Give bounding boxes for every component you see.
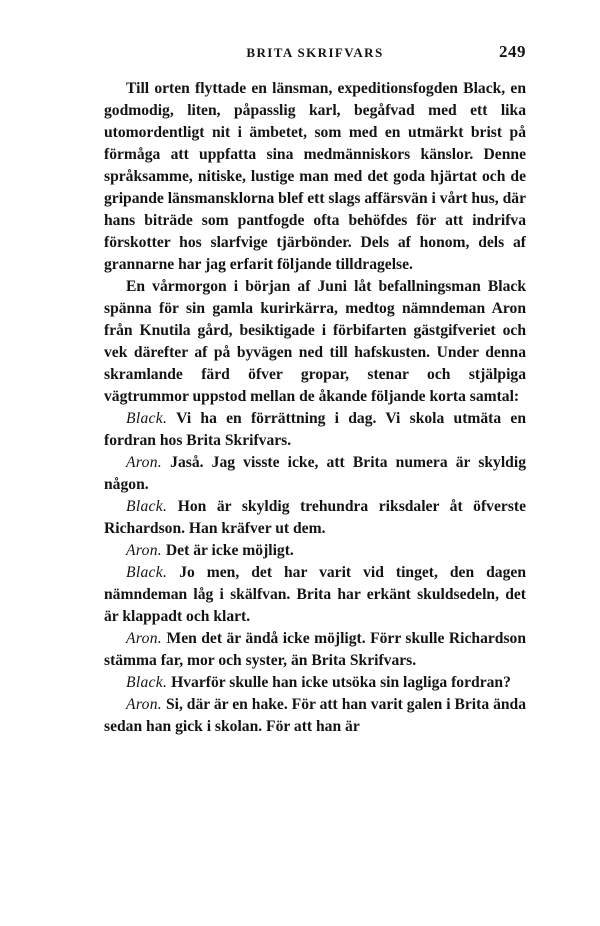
- dialogue-line: [104, 452, 526, 496]
- speaker-name: Aron.: [126, 696, 163, 713]
- dialogue-line: [104, 408, 526, 452]
- dialogue-line: [104, 672, 526, 694]
- running-header: [104, 42, 526, 68]
- dialogue-text: Jaså. Jag visste icke, att Brita numera är skyldig någon.: [104, 454, 526, 493]
- paragraph-2: En vårmorgon i början af Juni låt befallningsman Black spänna för sin gamla kurirkärra, medtog nämndeman Aron från Knutila gård, besiktigade i förbifarten gästgifveriet och vek därefter af på byvägen ned till hafskusten. Under denna skramlande färd öfver gropar, stenar och stjälpiga vägtrummor uppstod mellan de åkande följande korta samtal:: [104, 278, 526, 405]
- running-title: BRITA SKRIFVARS: [246, 45, 384, 60]
- dialogue-text: Hon är skyldig trehundra riksdaler åt öfverste Richardson. Han kräfver ut dem.: [104, 498, 526, 537]
- dialogue-line: [104, 562, 526, 628]
- speaker-name: Black.: [126, 498, 168, 515]
- speaker-name: Black.: [126, 674, 168, 691]
- speaker-name: Black.: [126, 564, 168, 581]
- dialogue-text: Vi ha en förrättning i dag. Vi skola utmäta en fordran hos Brita Skrifvars.: [104, 410, 526, 449]
- speaker-name: Black.: [126, 410, 168, 427]
- dialogue-line: [104, 694, 526, 738]
- speaker-name: Aron.: [126, 454, 163, 471]
- speaker-name: Aron.: [126, 630, 163, 647]
- page-body: [104, 78, 526, 738]
- dialogue-line: [104, 628, 526, 672]
- dialogue-line: [104, 540, 526, 562]
- page-number: 249: [499, 42, 526, 61]
- paragraph-1: Till orten flyttade en länsman, expeditionsfogden Black, en godmodig, liten, påpasslig karl, begåfvad med ett lika utomordentligt nit i ämbetet, som med en utmärkt brist på förmåga att uppfatta sina medmänniskors känslor. Denne språksamme, nitiske, lustige man med det goda hjärtat och de gripande länsmansklorna blef ett slags affärsvän i vårt hus, där hans biträde som pantfogde ofta behöfdes för att indrifva förskotter hos slarfvige tjärbönder. Dels af honom, dels af grannarne har jag erfarit följande tilldragelse.: [104, 80, 526, 273]
- speaker-name: Aron.: [126, 542, 163, 559]
- dialogue-text: Men det är ändå icke möjligt. Förr skulle Richardson stämma far, mor och syster, än Brita Skrifvars.: [104, 630, 526, 669]
- dialogue-line: [104, 496, 526, 540]
- book-page: [104, 42, 526, 738]
- dialogue-text: Hvarför skulle han icke utsöka sin lagliga fordran?: [171, 674, 511, 691]
- dialogue-text: Det är icke möjligt.: [165, 542, 294, 559]
- dialogue-text: Jo men, det har varit vid tinget, den dagen nämndeman låg i skälfvan. Brita har erkänt skuldsedeln, det är klappadt och klart.: [104, 564, 526, 625]
- dialogue-text: Si, där är en hake. För att han varit galen i Brita ända sedan han gick i skolan. För att han är: [104, 696, 527, 735]
